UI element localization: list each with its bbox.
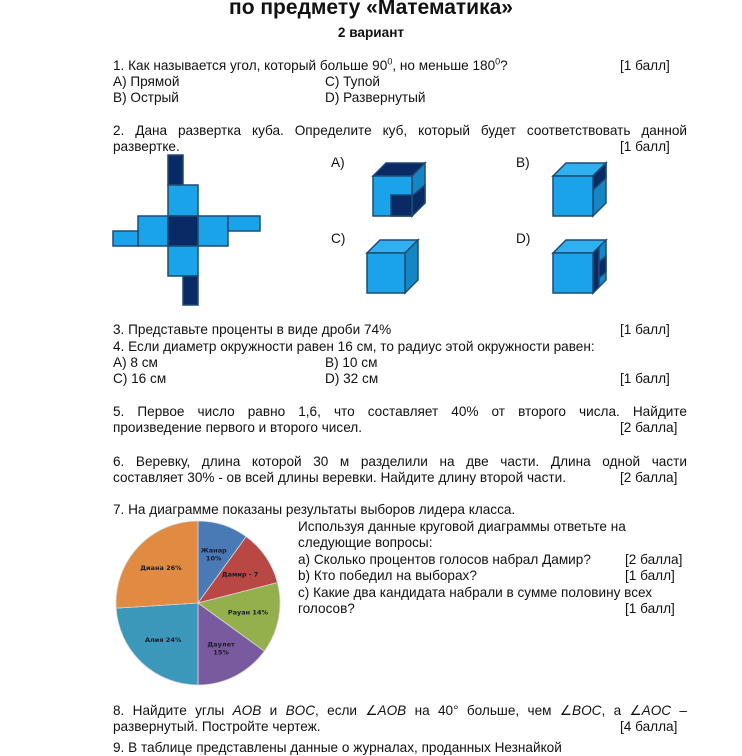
- q1-option-d: D) Развернутый: [325, 90, 426, 105]
- q5-line1: 5. Первое число равно 1,6, что составляет 40% от второго числа. Найдите: [113, 404, 687, 419]
- q3-points: [1 балл]: [620, 322, 670, 337]
- q2-label-a: A): [331, 155, 345, 170]
- q7-points-a: [2 балла]: [625, 552, 683, 567]
- q2-line1: 2. Дана развертка куба. Определите куб, который будет соответствовать данной: [113, 123, 687, 138]
- q7-line: голосов?: [298, 601, 355, 616]
- q2-label-d: D): [516, 231, 531, 246]
- q1-option-b: B) Острый: [113, 90, 179, 105]
- pie-chart: [110, 515, 290, 695]
- pie-label: Дамир - 7: [221, 570, 259, 579]
- q7-points-c: [1 балл]: [625, 601, 675, 616]
- variant-label: 2 вариант: [337, 25, 405, 40]
- q1-text: 1. Как называется угол, который больше $90^0$, но меньше $180^0$?: [113, 56, 508, 73]
- pie-value-label: 10%: [205, 554, 222, 563]
- page-title: по предмету «Математика»: [229, 0, 513, 19]
- q7-line: следующие вопросы:: [298, 535, 433, 550]
- q2-points: [1 балл]: [620, 139, 670, 154]
- cube-a: [373, 163, 425, 216]
- q7-question-b: b) Кто победил на выборах?: [298, 568, 477, 583]
- q4-option-c: C) 16 см: [113, 371, 167, 386]
- q1-option-c: C) Тупой: [325, 74, 380, 89]
- q4-text: 4. Если диаметр окружности равен 16 см, то радиус этой окружности равен:: [113, 339, 595, 354]
- pie-value-label: 15%: [213, 648, 229, 657]
- cube-d: [553, 240, 606, 293]
- cube-b: [553, 163, 606, 216]
- pie-label: Даулет: [207, 640, 235, 649]
- q7-question-a: a) Сколько процентов голосов набрал Дамир?: [298, 552, 591, 567]
- q5-line2: произведение первого и второго чисел.: [113, 420, 363, 435]
- q7-intro: 7. На диаграмме показаны результаты выборов лидера класса.: [113, 502, 516, 517]
- q9-text: 9. В таблице представлены данные о журналах, проданных Незнайкой: [113, 740, 562, 755]
- q2-line2: развертке.: [113, 139, 180, 154]
- q2-label-c: C): [331, 231, 346, 246]
- q7-question-c: c) Какие два кандидата набрали в сумме половину всех: [298, 585, 653, 600]
- q4-points: [1 балл]: [620, 371, 670, 386]
- q6-line1: 6. Веревку, длина которой 30 м разделили на две части. Длина одной части: [113, 454, 687, 469]
- pie-label: Рауан 14%: [227, 608, 268, 617]
- q1-option-a: A) Прямой: [113, 74, 180, 89]
- q2-label-b: B): [516, 155, 530, 170]
- q4-option-d: D) 32 см: [325, 371, 379, 386]
- pie-label: Диана 26%: [140, 564, 182, 573]
- q7-points-b: [1 балл]: [625, 568, 675, 583]
- cube-figures: [0, 0, 742, 320]
- pie-label: Алия 24%: [145, 636, 182, 645]
- q6-points: [2 балла]: [620, 470, 678, 485]
- cube-c: [367, 240, 418, 293]
- q8-line2: развернутый. Постройте чертеж.: [113, 719, 321, 734]
- q8-points: [4 балла]: [620, 719, 678, 734]
- pie-label: Жанар: [200, 546, 227, 555]
- q8-line1: 8. Найдите углы AOB и BOC, если ∠AOB на 40° больше, чем ∠BOC, а ∠AOC –: [113, 703, 687, 718]
- q5-points: [2 балла]: [620, 420, 678, 435]
- q1-points: [1 балл]: [620, 58, 670, 73]
- q6-line2: составляет 30% - ов всей длины веревки. Найдите длину второй части.: [113, 470, 567, 485]
- q7-line: Используя данные круговой диаграммы ответьте на: [298, 519, 626, 534]
- q3-text: 3. Представьте проценты в виде дроби 74%: [113, 322, 392, 337]
- cube-net: [113, 155, 260, 305]
- q4-option-a: A) 8 см: [113, 355, 158, 370]
- q4-option-b: B) 10 см: [325, 355, 378, 370]
